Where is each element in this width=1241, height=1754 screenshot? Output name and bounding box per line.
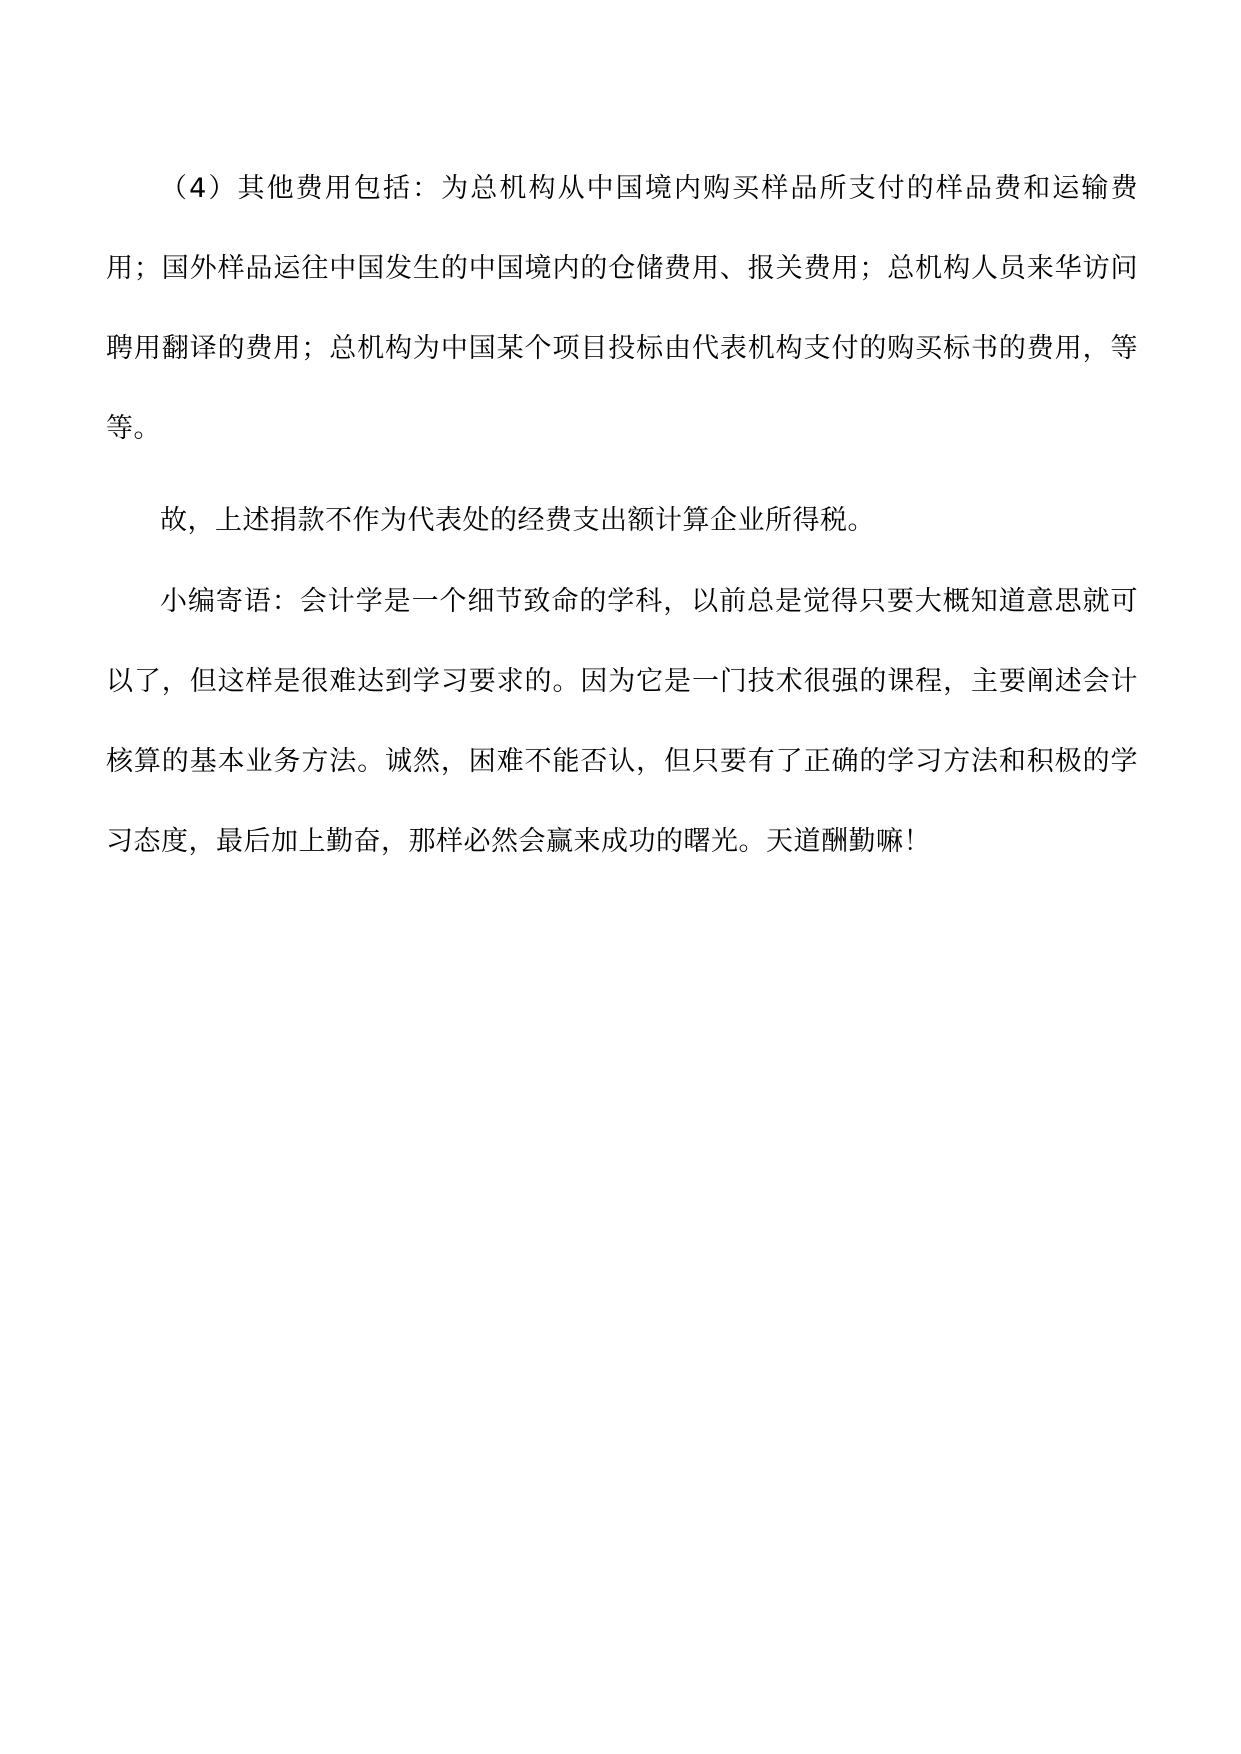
paragraph-conclusion: 故，上述捐款不作为代表处的经费支出额计算企业所得税。: [160, 505, 875, 536]
paragraph-editor-note: 小编寄语：会计学是一个细节致命的学科，以前总是觉得只要大概知道意思就可以了，但这样是很难达到学习要求的。因为它是一门技术很强的课程，主要阐述会计核算的基本业务方法。诚然，困难不能否认，但只要有了正确的学习方法和积极的学习态度，最后加上勤奋，那样必然会赢来成功的曙光。天道酬勤嘛！: [106, 586, 1138, 857]
paragraph-other-expenses: （4）其他费用包括：为总机构从中国境内购买样品所支付的样品费和运输费用；国外样品运往中国发生的中国境内的仓储费用、报关费用；总机构人员来华访问聘用翻译的费用；总机构为中国某个项目投标由代表机构支付的购买标书的费用，等等。: [106, 173, 1138, 444]
